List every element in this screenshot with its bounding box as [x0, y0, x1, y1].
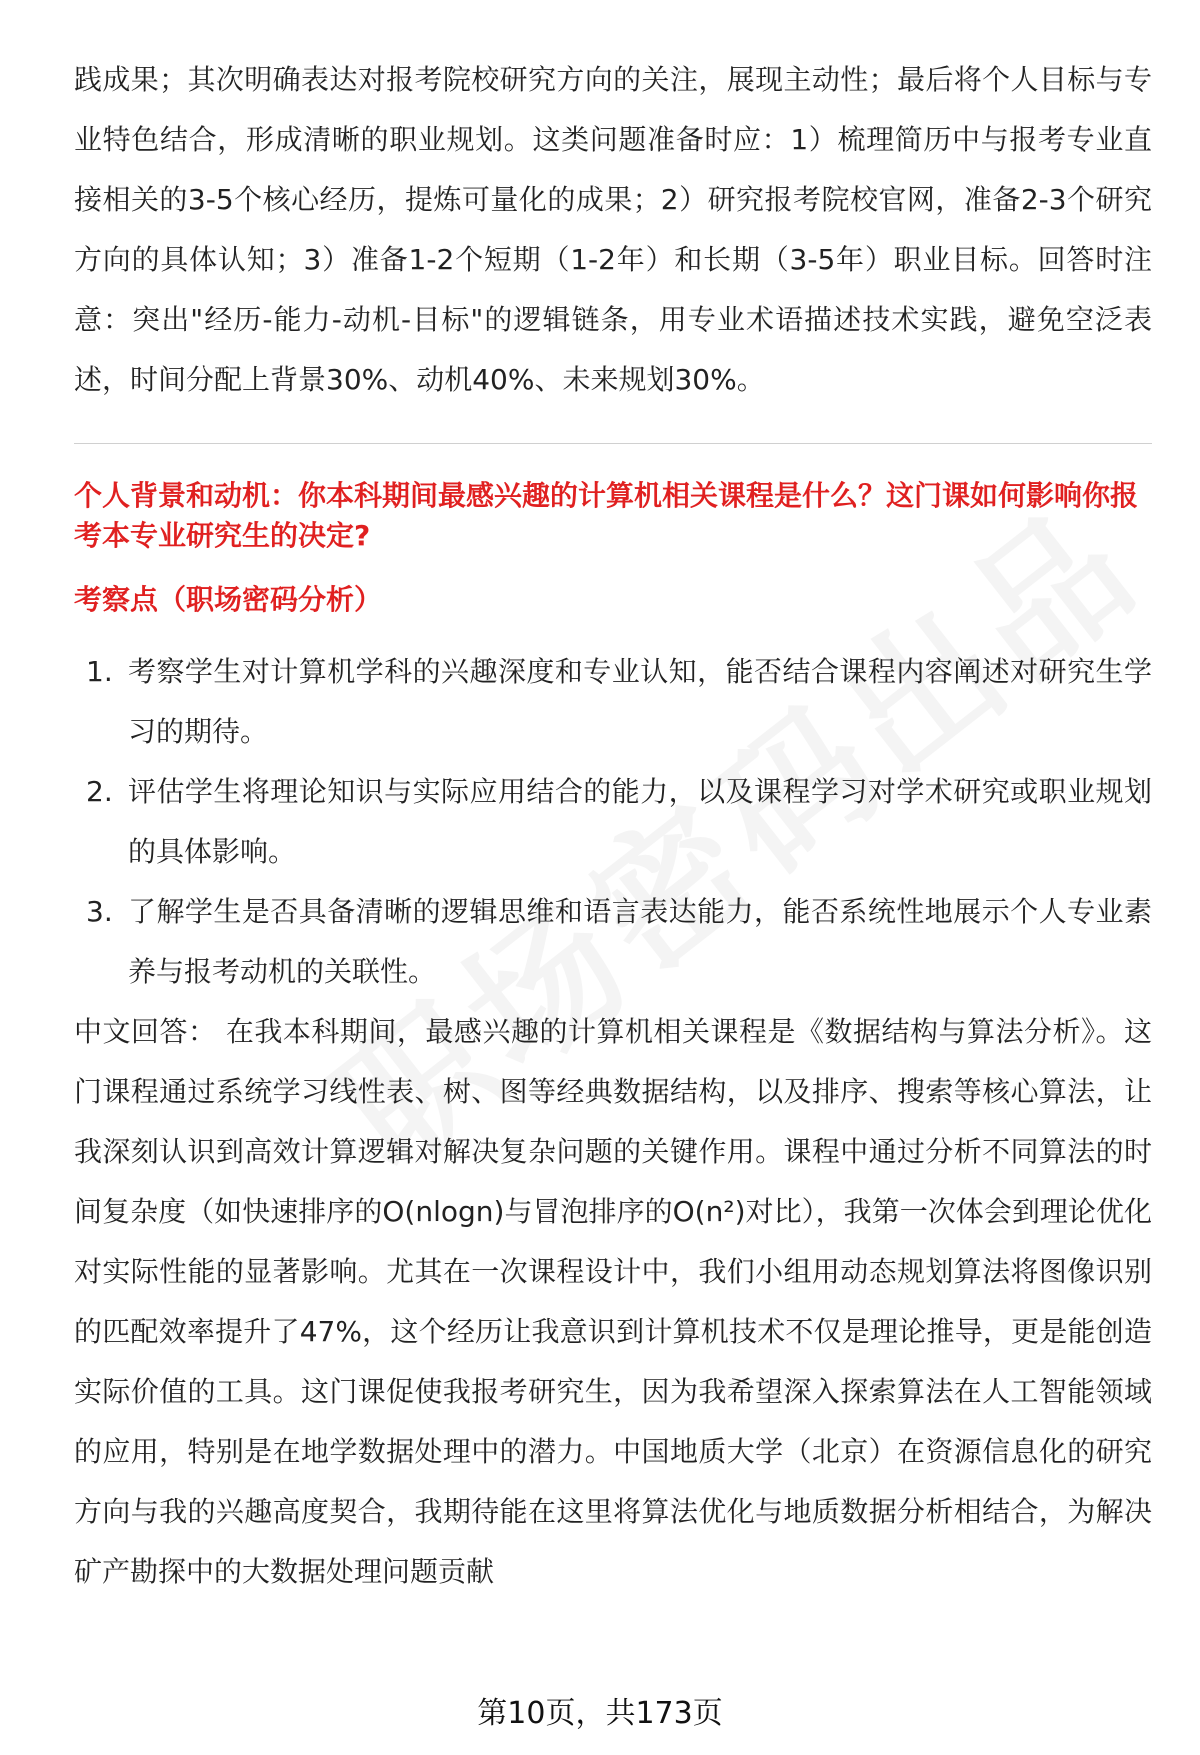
list-item: [74, 642, 1152, 762]
answer-paragraph: 中文回答： 在我本科期间，最感兴趣的计算机相关课程是《数据结构与算法分析》。这门课程通过系统学习线性表、树、图等经典数据结构，以及排序、搜索等核心算法，让我深刻认识到高效计算逻辑对解决复杂问题的关键作用。课程中通过分析不同算法的时间复杂度（如快速排序的O(nlogn)与冒泡排序的O(n²)对比），我第一次体会到理论优化对实际性能的显著影响。尤其在一次课程设计中，我们小组用动态规划算法将图像识别的匹配效率提升了47%，这个经历让我意识到计算机技术不仅是理论推导，更是能创造实际价值的工具。这门课促使我报考研究生，因为我希望深入探索算法在人工智能领域的应用，特别是在地学数据处理中的潜力。中国地质大学（北京）在资源信息化的研究方向与我的兴趣高度契合，我期待能在这里将算法优化与地质数据分析相结合，为解决矿产勘探中的大数据处理问题贡献: [74, 1015, 1152, 1588]
page-number-footer: 第10页，共173页: [477, 1696, 723, 1731]
question-heading: 个人背景和动机：你本科期间最感兴趣的计算机相关课程是什么？这门课如何影响你报考本专业研究生的决定?: [74, 479, 1139, 552]
document-page: [74, 50, 1152, 1602]
analysis-points-list: [74, 642, 1152, 1002]
list-item-text: 考察学生对计算机学科的兴趣深度和专业认知，能否结合课程内容阐述对研究生学习的期待。: [128, 655, 1152, 748]
list-item-number: 2.: [86, 775, 113, 808]
list-item-text: 评估学生将理论知识与实际应用结合的能力，以及课程学习对学术研究或职业规划的具体影响。: [128, 775, 1152, 868]
list-item-number: 1.: [86, 655, 113, 688]
list-item-text: 了解学生是否具备清晰的逻辑思维和语言表达能力，能否系统性地展示个人专业素养与报考动机的关联性。: [128, 895, 1152, 988]
section-divider: [74, 443, 1152, 444]
analysis-section-title: 考察点（职场密码分析）: [74, 583, 383, 616]
list-item: [74, 762, 1152, 882]
intro-paragraph: 践成果；其次明确表达对报考院校研究方向的关注，展现主动性；最后将个人目标与专业特色结合，形成清晰的职业规划。这类问题准备时应：1）梳理简历中与报考专业直接相关的3-5个核心经历，提炼可量化的成果；2）研究报考院校官网，准备2-3个研究方向的具体认知；3）准备1-2个短期（1-2年）和长期（3-5年）职业目标。回答时注意：突出"经历-能力-动机-目标"的逻辑链条，用专业术语描述技术实践，避免空泛表述，时间分配上背景30%、动机40%、未来规划30%。: [74, 63, 1152, 396]
list-item-number: 3.: [86, 895, 113, 928]
list-item: [74, 882, 1152, 1002]
